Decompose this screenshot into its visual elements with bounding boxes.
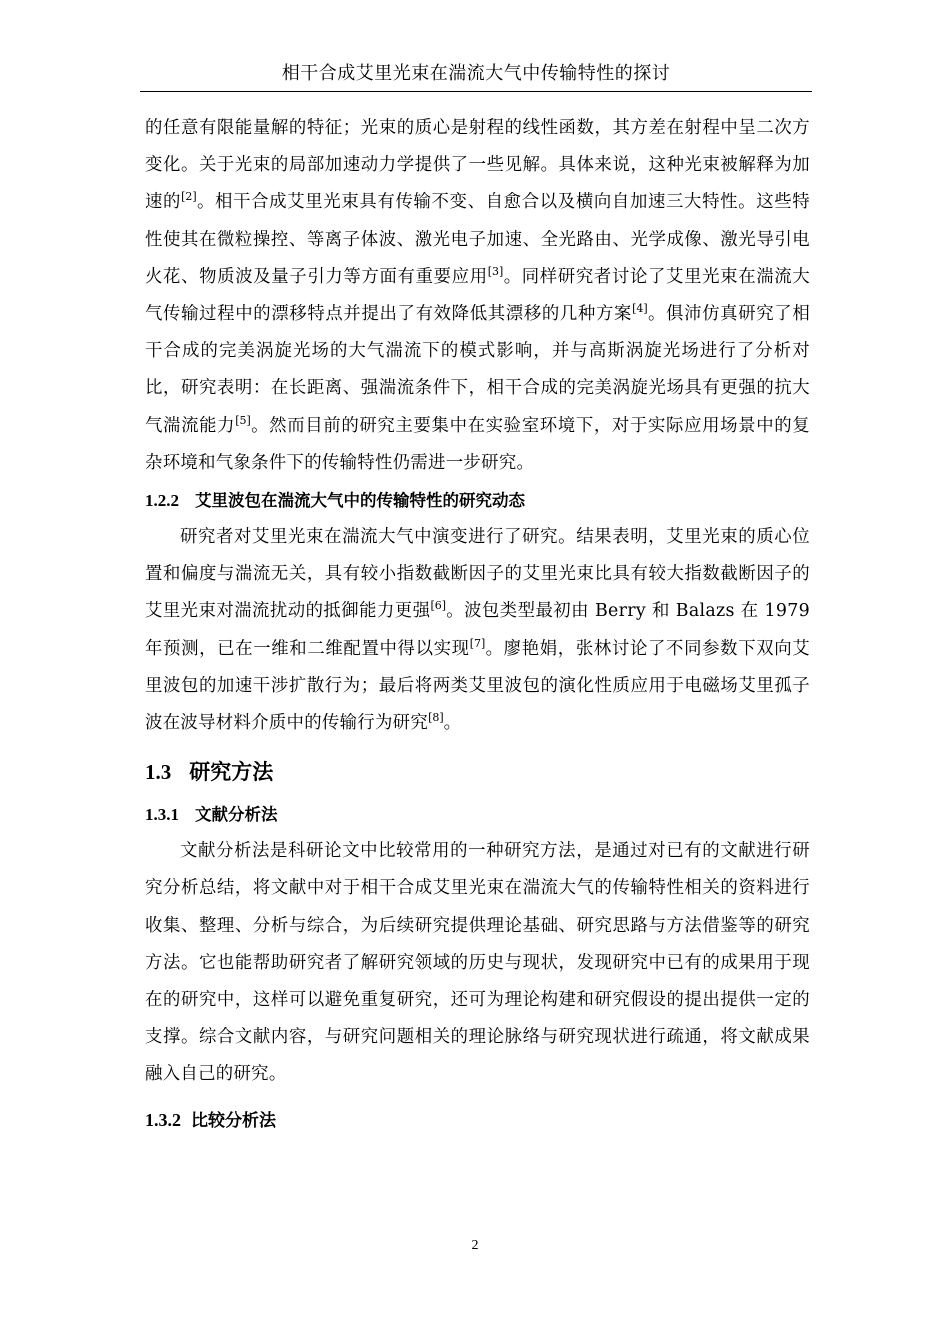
header-rule (140, 91, 812, 92)
section-number: 1.3 (145, 760, 172, 785)
section-heading-1-3 (145, 752, 810, 792)
text-run: 研究者对艾里光束在湍流大气中演变进行了研究。结果表明，艾里光束的质心位置和偏度与湍流无关，具有较小指数截断因子的艾里光束比具有较大指数截断因子的艾里光束对湍流扰动的抵御能力更强 (145, 527, 810, 622)
paragraph-airy-beam-characteristics (145, 110, 810, 482)
text-run: 。俱沛仿真研究了相干合成的完美涡旋光场的大气湍流下的模式影响，并与高斯涡旋光场进行了分析对比，研究表明：在长距离、强湍流条件下，相干合成的完美涡旋光场具有更强的抗大气湍流能力 (145, 304, 811, 436)
text-run: 。波包类型最初由 Berry 和 Balazs 在 1979 年预测，已在一维和二维配置中得以实现 (145, 601, 810, 659)
citation-ref: [2] (181, 190, 197, 204)
section-title: 文献分析法 (195, 805, 278, 825)
citation-ref: [7] (469, 636, 486, 650)
section-title: 研究方法 (189, 760, 274, 785)
text-run: 。 (443, 713, 462, 734)
page-content (145, 110, 810, 1140)
page-number: 2 (471, 1238, 479, 1253)
running-header: 相干合成艾里光束在湍流大气中传输特性的探讨 (281, 63, 671, 84)
paragraph-airy-wavepacket (145, 519, 810, 742)
text-run: 。然而目前的研究主要集中在实验室环境下，对于实际应用场景中的复杂环境和气象条件下的传输特性仍需进一步研究。 (145, 415, 810, 473)
citation-ref: [3] (487, 265, 504, 279)
text-run: 。同样研究者讨论了艾里光束在湍流大气传输过程中的漂移特点并提出了有效降低其漂移的几种方案 (145, 266, 811, 325)
section-title: 比较分析法 (191, 1110, 276, 1131)
citation-ref: [8] (428, 711, 444, 725)
section-number: 1.2.2 (145, 491, 179, 511)
paragraph-literature-analysis: 文献分析法是科研论文中比较常用的一种研究方法，是通过对已有的文献进行研究分析总结，将文献中对于相干合成艾里光束在湍流大气的传输特性相关的资料进行收集、整理、分析与综合，为后续研究提供理论基础、研究思路与方法借鉴等的研究方法。它也能帮助研究者了解研究领域的历史与现状，发现研究中已有的成果用于现在的研究中，这样可以避免重复研究，还可为理论构建和研究假设的提出提供一定的支撑。综合文献内容，与研究问题相关的理论脉络与研究现状进行疏通，将文献成果融入自己的研究。 (145, 841, 810, 1085)
citation-ref: [5] (235, 413, 251, 427)
section-title: 艾里波包在湍流大气中的传输特性的研究动态 (195, 491, 525, 511)
citation-ref: [4] (632, 302, 648, 316)
section-number: 1.3.1 (145, 805, 179, 825)
text-run: 。相干合成艾里光束具有传输不变、自愈合以及横向自加速三大特性。这些特性使其在微粒操控、等离子体波、激光电子加速、全光路由、光学成像、激光导引电火花、物质波及量子引力等方面有重要应用 (145, 192, 810, 287)
text-run: 的任意有限能量解的特征；光束的质心是射程的线性函数，其方差在射程中呈二次方变化。关于光束的局部加速动力学提供了一些见解。具体来说，这种光束被解释为加速的 (145, 118, 810, 213)
text-run: 。廖艳娟，张林讨论了不同参数下双向艾里波包的加速干涉扩散行为；最后将两类艾里波包的演化性质应用于电磁场艾里孤子波在波导材料介质中的传输行为研究 (145, 638, 810, 734)
citation-ref: [6] (430, 599, 447, 613)
section-heading-1-2-2 (145, 482, 810, 519)
section-number: 1.3.2 (145, 1109, 181, 1130)
section-heading-1-3-2 (145, 1102, 810, 1140)
section-heading-1-3-1 (145, 796, 810, 833)
